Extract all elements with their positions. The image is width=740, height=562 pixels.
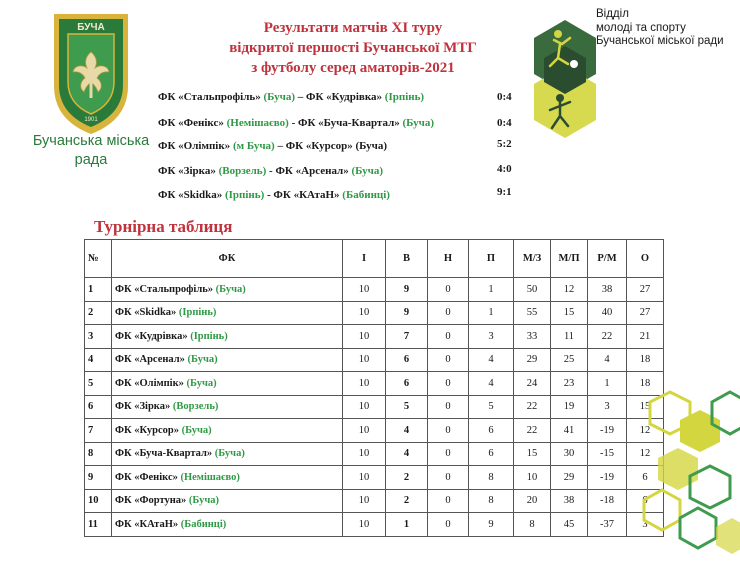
page-title — [212, 18, 494, 78]
row-goals-against: 30 — [551, 442, 588, 466]
row-goals-for: 20 — [514, 489, 551, 513]
row-number: 1 — [85, 278, 112, 302]
row-games: 10 — [343, 301, 386, 325]
crest-town-label: БУЧА — [77, 22, 105, 33]
row-goals-for: 33 — [514, 325, 551, 349]
match-away-town: (Ірпінь) — [384, 91, 425, 103]
row-draws: 0 — [428, 348, 469, 372]
match-home-team: ФК «Стальпрофіль» — [158, 91, 261, 103]
header-team: ФК — [112, 240, 343, 278]
table-header-row — [85, 240, 664, 278]
row-draws: 0 — [428, 442, 469, 466]
row-team-name: ФК «Олімпік» — [115, 377, 184, 389]
match-home-town: (Буча) — [263, 91, 295, 103]
row-number: 5 — [85, 372, 112, 396]
row-draws: 0 — [428, 301, 469, 325]
row-team — [112, 513, 343, 537]
row-team-town: (Немішаєво) — [180, 471, 240, 483]
row-wins: 2 — [386, 489, 428, 513]
row-number: 6 — [85, 395, 112, 419]
row-goals-for: 8 — [514, 513, 551, 537]
row-losses: 4 — [469, 348, 514, 372]
row-goal-diff: -18 — [588, 489, 627, 513]
header-wins: В — [386, 240, 428, 278]
row-games: 10 — [343, 419, 386, 443]
row-goal-diff: -15 — [588, 442, 627, 466]
row-team — [112, 372, 343, 396]
match-home-town: (Ірпінь) — [224, 189, 265, 201]
bucha-crest-icon — [46, 8, 136, 136]
row-wins: 4 — [386, 419, 428, 443]
match-away-town: (Буча) — [351, 165, 383, 177]
row-goals-against: 19 — [551, 395, 588, 419]
row-team-town: (Буча) — [214, 448, 245, 460]
row-number: 9 — [85, 466, 112, 490]
row-goals-against: 45 — [551, 513, 588, 537]
match-away-team: ФК «КАтаН» — [273, 189, 340, 201]
row-losses: 6 — [469, 442, 514, 466]
department-name — [596, 8, 740, 49]
row-goal-diff: 40 — [588, 301, 627, 325]
row-goal-diff: -19 — [588, 419, 627, 443]
row-wins: 1 — [386, 513, 428, 537]
header-losses: П — [469, 240, 514, 278]
header-goals-for: М/З — [514, 240, 551, 278]
row-points: 3 — [627, 513, 664, 537]
row-goal-diff: 3 — [588, 395, 627, 419]
row-goals-for: 10 — [514, 466, 551, 490]
row-team — [112, 278, 343, 302]
row-goals-against: 25 — [551, 348, 588, 372]
header-games: І — [343, 240, 386, 278]
row-draws: 0 — [428, 278, 469, 302]
row-goals-against: 29 — [551, 466, 588, 490]
match-home-team: ФК «Фенікс» — [158, 117, 224, 129]
match-score: 9:1 — [497, 186, 512, 198]
department-line-1: Відділ — [596, 8, 629, 20]
row-games: 10 — [343, 372, 386, 396]
city-line-2: рада — [74, 152, 108, 168]
match-away-town: (Буча) — [402, 117, 435, 129]
row-losses: 6 — [469, 419, 514, 443]
row-team — [112, 442, 343, 466]
row-goals-for: 22 — [514, 395, 551, 419]
row-team-name: ФК «Кудрівка» — [115, 330, 188, 342]
department-line-2: молоді та спорту — [596, 21, 686, 34]
match-row: ФК «Зірка» (Ворзель) - ФК «Арсенал» (Буча) — [158, 165, 383, 177]
match-score: 0:4 — [497, 117, 512, 129]
department-line-3: Бучанської міської ради — [596, 35, 724, 47]
row-games: 10 — [343, 278, 386, 302]
row-team — [112, 489, 343, 513]
match-away-team: ФК «Кудрівка» — [306, 91, 383, 103]
row-losses: 4 — [469, 372, 514, 396]
row-team — [112, 301, 343, 325]
match-row: ФК «Фенікс» (Немішаєво) - ФК «Буча-Квартал» (Буча) — [158, 117, 435, 129]
row-wins: 4 — [386, 442, 428, 466]
table-row — [85, 348, 664, 372]
table-row — [85, 395, 664, 419]
row-goal-diff: 4 — [588, 348, 627, 372]
table-row — [85, 301, 664, 325]
header-number: № — [85, 240, 112, 278]
hexagon-decoration-icon — [640, 390, 740, 562]
match-row: ФК «Стальпрофіль» (Буча) – ФК «Кудрівка» (Ірпінь) — [158, 91, 425, 103]
row-goals-against: 12 — [551, 278, 588, 302]
row-goals-for: 50 — [514, 278, 551, 302]
title-line-3: з футболу серед аматорів-2021 — [251, 60, 455, 76]
row-draws: 0 — [428, 513, 469, 537]
row-team — [112, 395, 343, 419]
row-losses: 9 — [469, 513, 514, 537]
row-points: 27 — [627, 301, 664, 325]
table-row — [85, 278, 664, 302]
row-team-name: ФК «Skidka» — [115, 307, 177, 319]
row-team-name: ФК «Курсор» — [115, 424, 179, 436]
row-losses: 8 — [469, 489, 514, 513]
match-away-town: (Буча) — [355, 140, 387, 152]
row-number: 11 — [85, 513, 112, 537]
row-team-name: ФК «Зірка» — [115, 401, 171, 413]
crest-year-label: 1901 — [84, 117, 98, 123]
row-draws: 0 — [428, 419, 469, 443]
row-goal-diff: -37 — [588, 513, 627, 537]
row-goal-diff: 1 — [588, 372, 627, 396]
header-goal-diff: Р/М — [588, 240, 627, 278]
table-row — [85, 489, 664, 513]
row-team-town: (Буча) — [186, 377, 217, 389]
row-goals-against: 41 — [551, 419, 588, 443]
row-wins: 6 — [386, 348, 428, 372]
row-goals-for: 55 — [514, 301, 551, 325]
row-games: 10 — [343, 513, 386, 537]
match-row: ФК «Skidka» (Ірпінь) - ФК «КАтаН» (Бабинці) — [158, 189, 390, 201]
match-row: ФК «Олімпік» (м Буча) – ФК «Курсор» (Буча) — [158, 140, 387, 152]
row-team-town: (Ірпінь) — [178, 307, 217, 319]
row-goals-against: 11 — [551, 325, 588, 349]
table-row — [85, 513, 664, 537]
department-logo-icon — [530, 18, 600, 138]
row-team — [112, 325, 343, 349]
table-row — [85, 442, 664, 466]
row-goal-diff: -19 — [588, 466, 627, 490]
match-score: 0:4 — [497, 91, 512, 103]
match-home-team: ФК «Зірка» — [158, 165, 216, 177]
row-team-name: ФК «Стальпрофіль» — [115, 283, 214, 295]
row-wins: 7 — [386, 325, 428, 349]
row-team-town: (Ворзель) — [172, 401, 219, 413]
row-points: 21 — [627, 325, 664, 349]
table-row — [85, 372, 664, 396]
row-goals-against: 38 — [551, 489, 588, 513]
row-team-name: ФК «Фортуна» — [115, 495, 187, 507]
row-draws: 0 — [428, 372, 469, 396]
standings-title: Турнірна таблиця — [94, 217, 233, 236]
match-score: 4:0 — [497, 163, 512, 175]
match-away-team: ФК «Буча-Квартал» — [298, 117, 400, 129]
row-wins: 2 — [386, 466, 428, 490]
row-losses: 1 — [469, 278, 514, 302]
row-games: 10 — [343, 348, 386, 372]
city-line-1: Бучанська міська — [32, 133, 150, 149]
row-draws: 0 — [428, 325, 469, 349]
row-games: 10 — [343, 395, 386, 419]
row-team-name: ФК «Буча-Квартал» — [115, 448, 213, 460]
row-number: 2 — [85, 301, 112, 325]
match-away-town: (Бабинці) — [342, 189, 390, 201]
row-team-town: (Бабинці) — [180, 518, 227, 530]
row-points: 12 — [627, 442, 664, 466]
row-team-name: ФК «Фенікс» — [115, 471, 178, 483]
match-score: 5:2 — [497, 138, 512, 150]
row-number: 4 — [85, 348, 112, 372]
table-row — [85, 325, 664, 349]
match-home-town: (Немішаєво) — [226, 117, 289, 129]
row-goals-for: 24 — [514, 372, 551, 396]
row-points: 18 — [627, 372, 664, 396]
row-goals-for: 15 — [514, 442, 551, 466]
row-team-town: (Буча) — [181, 424, 212, 436]
row-wins: 9 — [386, 278, 428, 302]
row-games: 10 — [343, 489, 386, 513]
row-losses: 5 — [469, 395, 514, 419]
row-draws: 0 — [428, 489, 469, 513]
table-row — [85, 466, 664, 490]
row-team-town: (Буча) — [215, 283, 246, 295]
row-goals-against: 23 — [551, 372, 588, 396]
row-games: 10 — [343, 325, 386, 349]
row-draws: 0 — [428, 466, 469, 490]
row-points: 27 — [627, 278, 664, 302]
row-games: 10 — [343, 466, 386, 490]
match-home-team: ФК «Олімпік» — [158, 140, 231, 152]
row-number: 3 — [85, 325, 112, 349]
row-losses: 3 — [469, 325, 514, 349]
row-team-town: (Буча) — [187, 354, 218, 366]
row-goal-diff: 22 — [588, 325, 627, 349]
match-away-team: ФК «Курсор» — [285, 140, 353, 152]
row-team-town: (Буча) — [188, 495, 220, 507]
match-home-team: ФК «Skidka» — [158, 189, 223, 201]
match-away-team: ФК «Арсенал» — [275, 165, 349, 177]
row-points: 6 — [627, 466, 664, 490]
row-draws: 0 — [428, 395, 469, 419]
row-team — [112, 348, 343, 372]
row-goals-against: 15 — [551, 301, 588, 325]
header-points: О — [627, 240, 664, 278]
row-number: 7 — [85, 419, 112, 443]
row-wins: 9 — [386, 301, 428, 325]
row-goal-diff: 38 — [588, 278, 627, 302]
row-number: 10 — [85, 489, 112, 513]
row-points: 6 — [627, 489, 664, 513]
header-goals-against: М/П — [551, 240, 588, 278]
match-home-town: (Ворзель) — [218, 165, 267, 177]
title-line-2: відкритої першості Бучанської МТГ — [229, 40, 477, 56]
city-council-name — [18, 132, 164, 170]
row-number: 8 — [85, 442, 112, 466]
row-wins: 6 — [386, 372, 428, 396]
title-line-1: Результати матчів XI туру — [263, 20, 443, 36]
row-points: 12 — [627, 419, 664, 443]
header-draws: Н — [428, 240, 469, 278]
row-team-town: (Ірпінь) — [190, 330, 228, 342]
row-goals-for: 29 — [514, 348, 551, 372]
match-home-town: (м Буча) — [232, 140, 275, 152]
table-row — [85, 419, 664, 443]
row-team — [112, 419, 343, 443]
row-wins: 5 — [386, 395, 428, 419]
row-points: 15 — [627, 395, 664, 419]
standings-table — [84, 239, 664, 537]
row-team-name: ФК «КАтаН» — [115, 518, 179, 530]
row-team-name: ФК «Арсенал» — [115, 354, 185, 366]
row-losses: 1 — [469, 301, 514, 325]
row-games: 10 — [343, 442, 386, 466]
row-losses: 8 — [469, 466, 514, 490]
row-goals-for: 22 — [514, 419, 551, 443]
row-team — [112, 466, 343, 490]
row-points: 18 — [627, 348, 664, 372]
